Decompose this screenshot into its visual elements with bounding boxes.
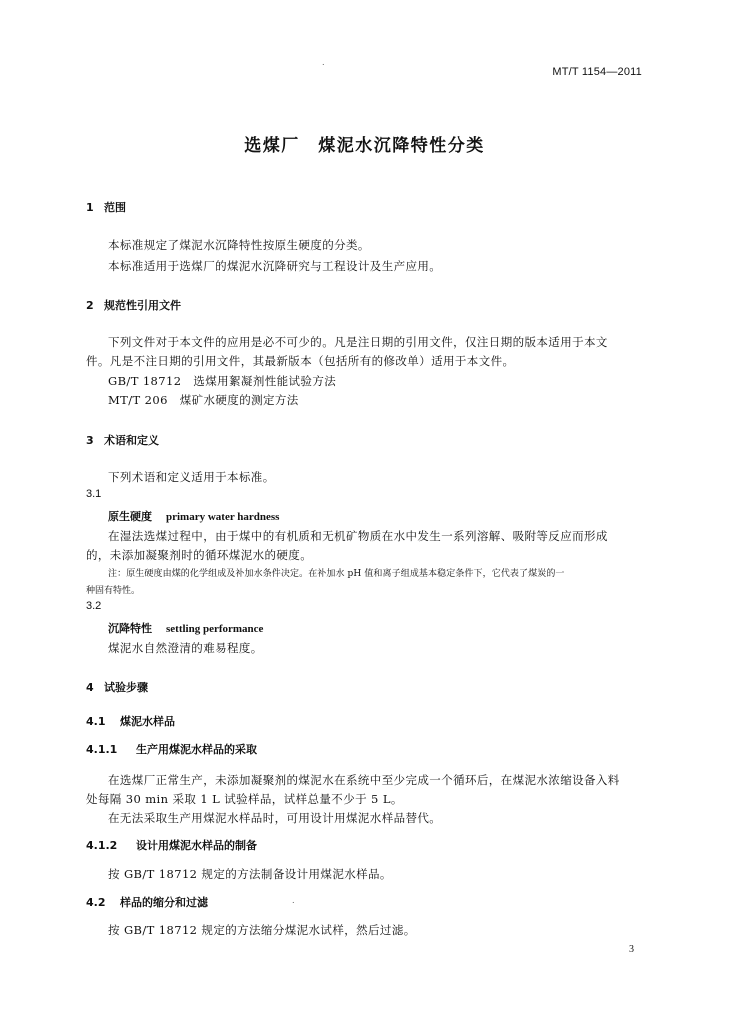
section-4-heading [86, 679, 148, 695]
section-title: 试验步骤 [104, 681, 148, 694]
subsection-heading [86, 894, 208, 910]
subsection-number: 4.1 [86, 715, 106, 728]
term-heading [108, 508, 279, 524]
paragraph: 在选煤厂正常生产，未添加凝聚剂的煤泥水在系统中至少完成一个循环后，在煤泥水浓缩设备入料 [108, 773, 620, 787]
document-title: 选煤厂 煤泥水沉降特性分类 [244, 136, 485, 156]
subsubsection-number: 4.1.1 [86, 743, 118, 756]
term-en: primary water hardness [166, 511, 280, 523]
paragraph-continuation: 处每隔 30 min 采取 1 L 试验样品，试样总量不少于 5 L。 [86, 792, 403, 806]
term-number: 3.2 [86, 600, 102, 612]
paragraph: 按 GB/T 18712 规定的方法制备设计用煤泥水样品。 [108, 867, 392, 881]
subsubsection-title: 生产用煤泥水样品的采取 [136, 743, 257, 756]
term-definition: 在湿法选煤过程中，由于煤中的有机质和无机矿物质在水中发生一系列溶解、吸附等反应而形成 [108, 529, 608, 543]
subsection-heading [86, 713, 175, 729]
page-number: 3 [629, 944, 634, 955]
paragraph: 下列文件对于本文件的应用是必不可少的。凡是注日期的引用文件，仅注日期的版本适用于本文 [108, 335, 608, 349]
paragraph: 本标准规定了煤泥水沉降特性按原生硬度的分类。 [108, 238, 370, 252]
section-title: 规范性引用文件 [104, 299, 181, 312]
subsubsection-heading [86, 837, 257, 853]
term-zh: 原生硬度 [108, 510, 152, 523]
paragraph: 下列术语和定义适用于本标准。 [108, 470, 275, 484]
note-continuation: 种固有特性。 [86, 586, 141, 596]
paragraph: 按 GB/T 18712 规定的方法缩分煤泥水试样，然后过滤。 [108, 923, 416, 937]
section-1-heading [86, 199, 126, 215]
paragraph: 本标准适用于选煤厂的煤泥水沉降研究与工程设计及生产应用。 [108, 259, 442, 273]
section-2-heading [86, 297, 181, 313]
scan-speck: . [292, 896, 295, 905]
term-definition: 煤泥水自然澄清的难易程度。 [108, 641, 263, 655]
standard-code: MT/T 1154—2011 [552, 66, 642, 78]
paragraph: 在无法采取生产用煤泥水样品时，可用设计用煤泥水样品替代。 [108, 811, 442, 825]
section-number: 3 [86, 434, 94, 447]
term-zh: 沉降特性 [108, 622, 152, 635]
subsubsection-heading [86, 741, 257, 757]
scan-speck: . [322, 58, 325, 67]
term-heading [108, 620, 263, 636]
subsubsection-title: 设计用煤泥水样品的制备 [136, 839, 257, 852]
term-number: 3.1 [86, 488, 102, 500]
reference-item: GB/T 18712 选煤用絮凝剂性能试验方法 [108, 374, 337, 388]
paragraph-continuation: 件。凡是不注日期的引用文件，其最新版本（包括所有的修改单）适用于本文件。 [86, 354, 515, 368]
reference-item: MT/T 206 煤矿水硬度的测定方法 [108, 393, 299, 407]
section-3-heading [86, 432, 159, 448]
subsubsection-number: 4.1.2 [86, 839, 118, 852]
section-title: 术语和定义 [104, 434, 159, 447]
subsection-number: 4.2 [86, 896, 106, 909]
note: 注：原生硬度由煤的化学组成及补加水条件决定。在补加水 pH 值和离子组成基本稳定条件下，它代表了煤炭的一 [108, 569, 565, 579]
section-number: 1 [86, 201, 94, 214]
section-title: 范围 [104, 201, 126, 214]
section-number: 4 [86, 681, 94, 694]
section-number: 2 [86, 299, 94, 312]
term-definition-continuation: 的，未添加凝聚剂时的循环煤泥水的硬度。 [86, 548, 313, 562]
subsection-title: 样品的缩分和过滤 [120, 896, 208, 909]
subsection-title: 煤泥水样品 [120, 715, 175, 728]
term-en: settling performance [166, 623, 264, 635]
